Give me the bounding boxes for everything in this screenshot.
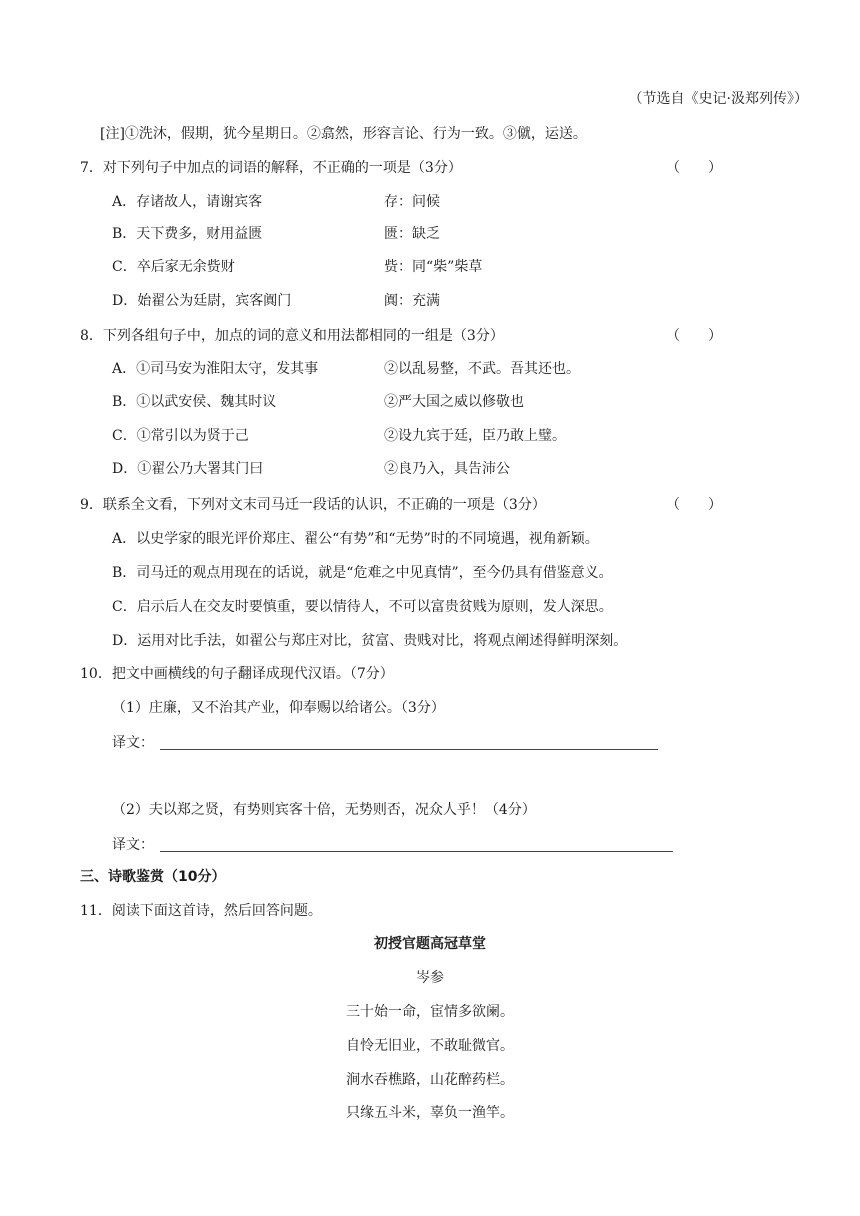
question-10-stem: 10．把文中画横线的句子翻译成现代汉语。（7分）: [80, 666, 394, 682]
q7-option-b-gloss: 匮：缺乏: [384, 226, 440, 242]
q10-answer-line-2[interactable]: [160, 851, 673, 852]
annotation-note: [注]①洗沐，假期，犹今星期日。②翕然，形容言论、行为一致。③僦，运送。: [100, 126, 587, 142]
poem-author: 岑参: [416, 970, 444, 986]
poem-line-2: 自怜无旧业，不敢耻微官。: [346, 1038, 514, 1054]
section-3-heading: 三、诗歌鉴赏（10分）: [80, 869, 226, 885]
question-9-stem: 9．联系全文看，下列对文末司马迁一段话的认识，不正确的一项是（3分）: [80, 497, 546, 513]
q7-option-a-gloss: 存：问候: [384, 194, 440, 210]
q8-option-a-pair: ②以乱易整，不武。吾其还也。: [384, 361, 580, 377]
poem-line-4: 只缘五斗米，辜负一渔竿。: [346, 1105, 514, 1121]
q8-option-c-pair: ②设九宾于廷，臣乃敢上璧。: [384, 428, 566, 444]
q8-option-d: D．①翟公乃大署其门曰: [112, 461, 264, 477]
question-7-stem: 7．对下列句子中加点的词语的解释，不正确的一项是（3分）: [80, 160, 462, 176]
q7-option-d-gloss: 阗：充满: [384, 293, 440, 309]
q10-sub-1: （1）庄廉，又不治其产业，仰奉赐以给诸公。（3分）: [112, 700, 445, 716]
q10-answer-label-2: 译文：: [112, 837, 154, 853]
question-8-stem: 8．下列各组句子中，加点的词的意义和用法都相同的一组是（3分）: [80, 328, 504, 344]
poem-line-1: 三十始一命，宦情多欲阑。: [346, 1004, 514, 1020]
q9-option-b: B．司马迁的观点用现在的话说，就是“危难之中见真情”，至今仍具有借鉴意义。: [112, 565, 613, 581]
poem-title: 初授官题高冠草堂: [374, 936, 486, 952]
q9-option-d: D．运用对比手法，如翟公与郑庄对比，贫富、贵贱对比，将观点阐述得鲜明深刻。: [112, 633, 628, 649]
source-note: （节选自《史记·汲郑列传》）: [628, 91, 808, 107]
q7-option-c-gloss: 赀：同“柴”柴草: [384, 259, 483, 275]
question-7-answer-paren: （ ）: [666, 160, 722, 176]
q10-answer-line-1[interactable]: [160, 749, 658, 750]
q8-option-d-pair: ②良乃入，具告沛公: [384, 461, 510, 477]
q8-option-b: B．①以武安侯、魏其时议: [112, 394, 277, 410]
q7-option-d: D．始翟公为廷尉，宾客阗门: [112, 293, 292, 309]
q8-option-c: C．①常引以为贤于己: [112, 428, 249, 444]
question-11-stem: 11．阅读下面这首诗，然后回答问题。: [80, 903, 322, 919]
q10-sub-2: （2）夫以郑之贤，有势则宾客十倍，无势则否，况众人乎！（4分）: [112, 802, 536, 818]
q8-option-a: A．①司马安为淮阳太守，发其事: [112, 361, 319, 377]
question-9-answer-paren: （ ）: [666, 497, 722, 513]
q7-option-b: B．天下费多，财用益匮: [112, 226, 263, 242]
question-8-answer-paren: （ ）: [666, 328, 722, 344]
q7-option-a: A．存诸故人，请谢宾客: [112, 194, 263, 210]
poem-line-3: 涧水吞樵路，山花醉药栏。: [346, 1072, 514, 1088]
q7-option-c: C．卒后家无余赀财: [112, 259, 235, 275]
q10-answer-label-1: 译文：: [112, 735, 154, 751]
q9-option-c: C．启示后人在交友时要慎重，要以情待人，不可以富贵贫贱为原则，发人深思。: [112, 599, 613, 615]
q9-option-a: A．以史学家的眼光评价郑庄、翟公“有势”和“无势”时的不同境遇，视角新颖。: [112, 531, 599, 547]
q8-option-b-pair: ②严大国之威以修敬也: [384, 394, 524, 410]
